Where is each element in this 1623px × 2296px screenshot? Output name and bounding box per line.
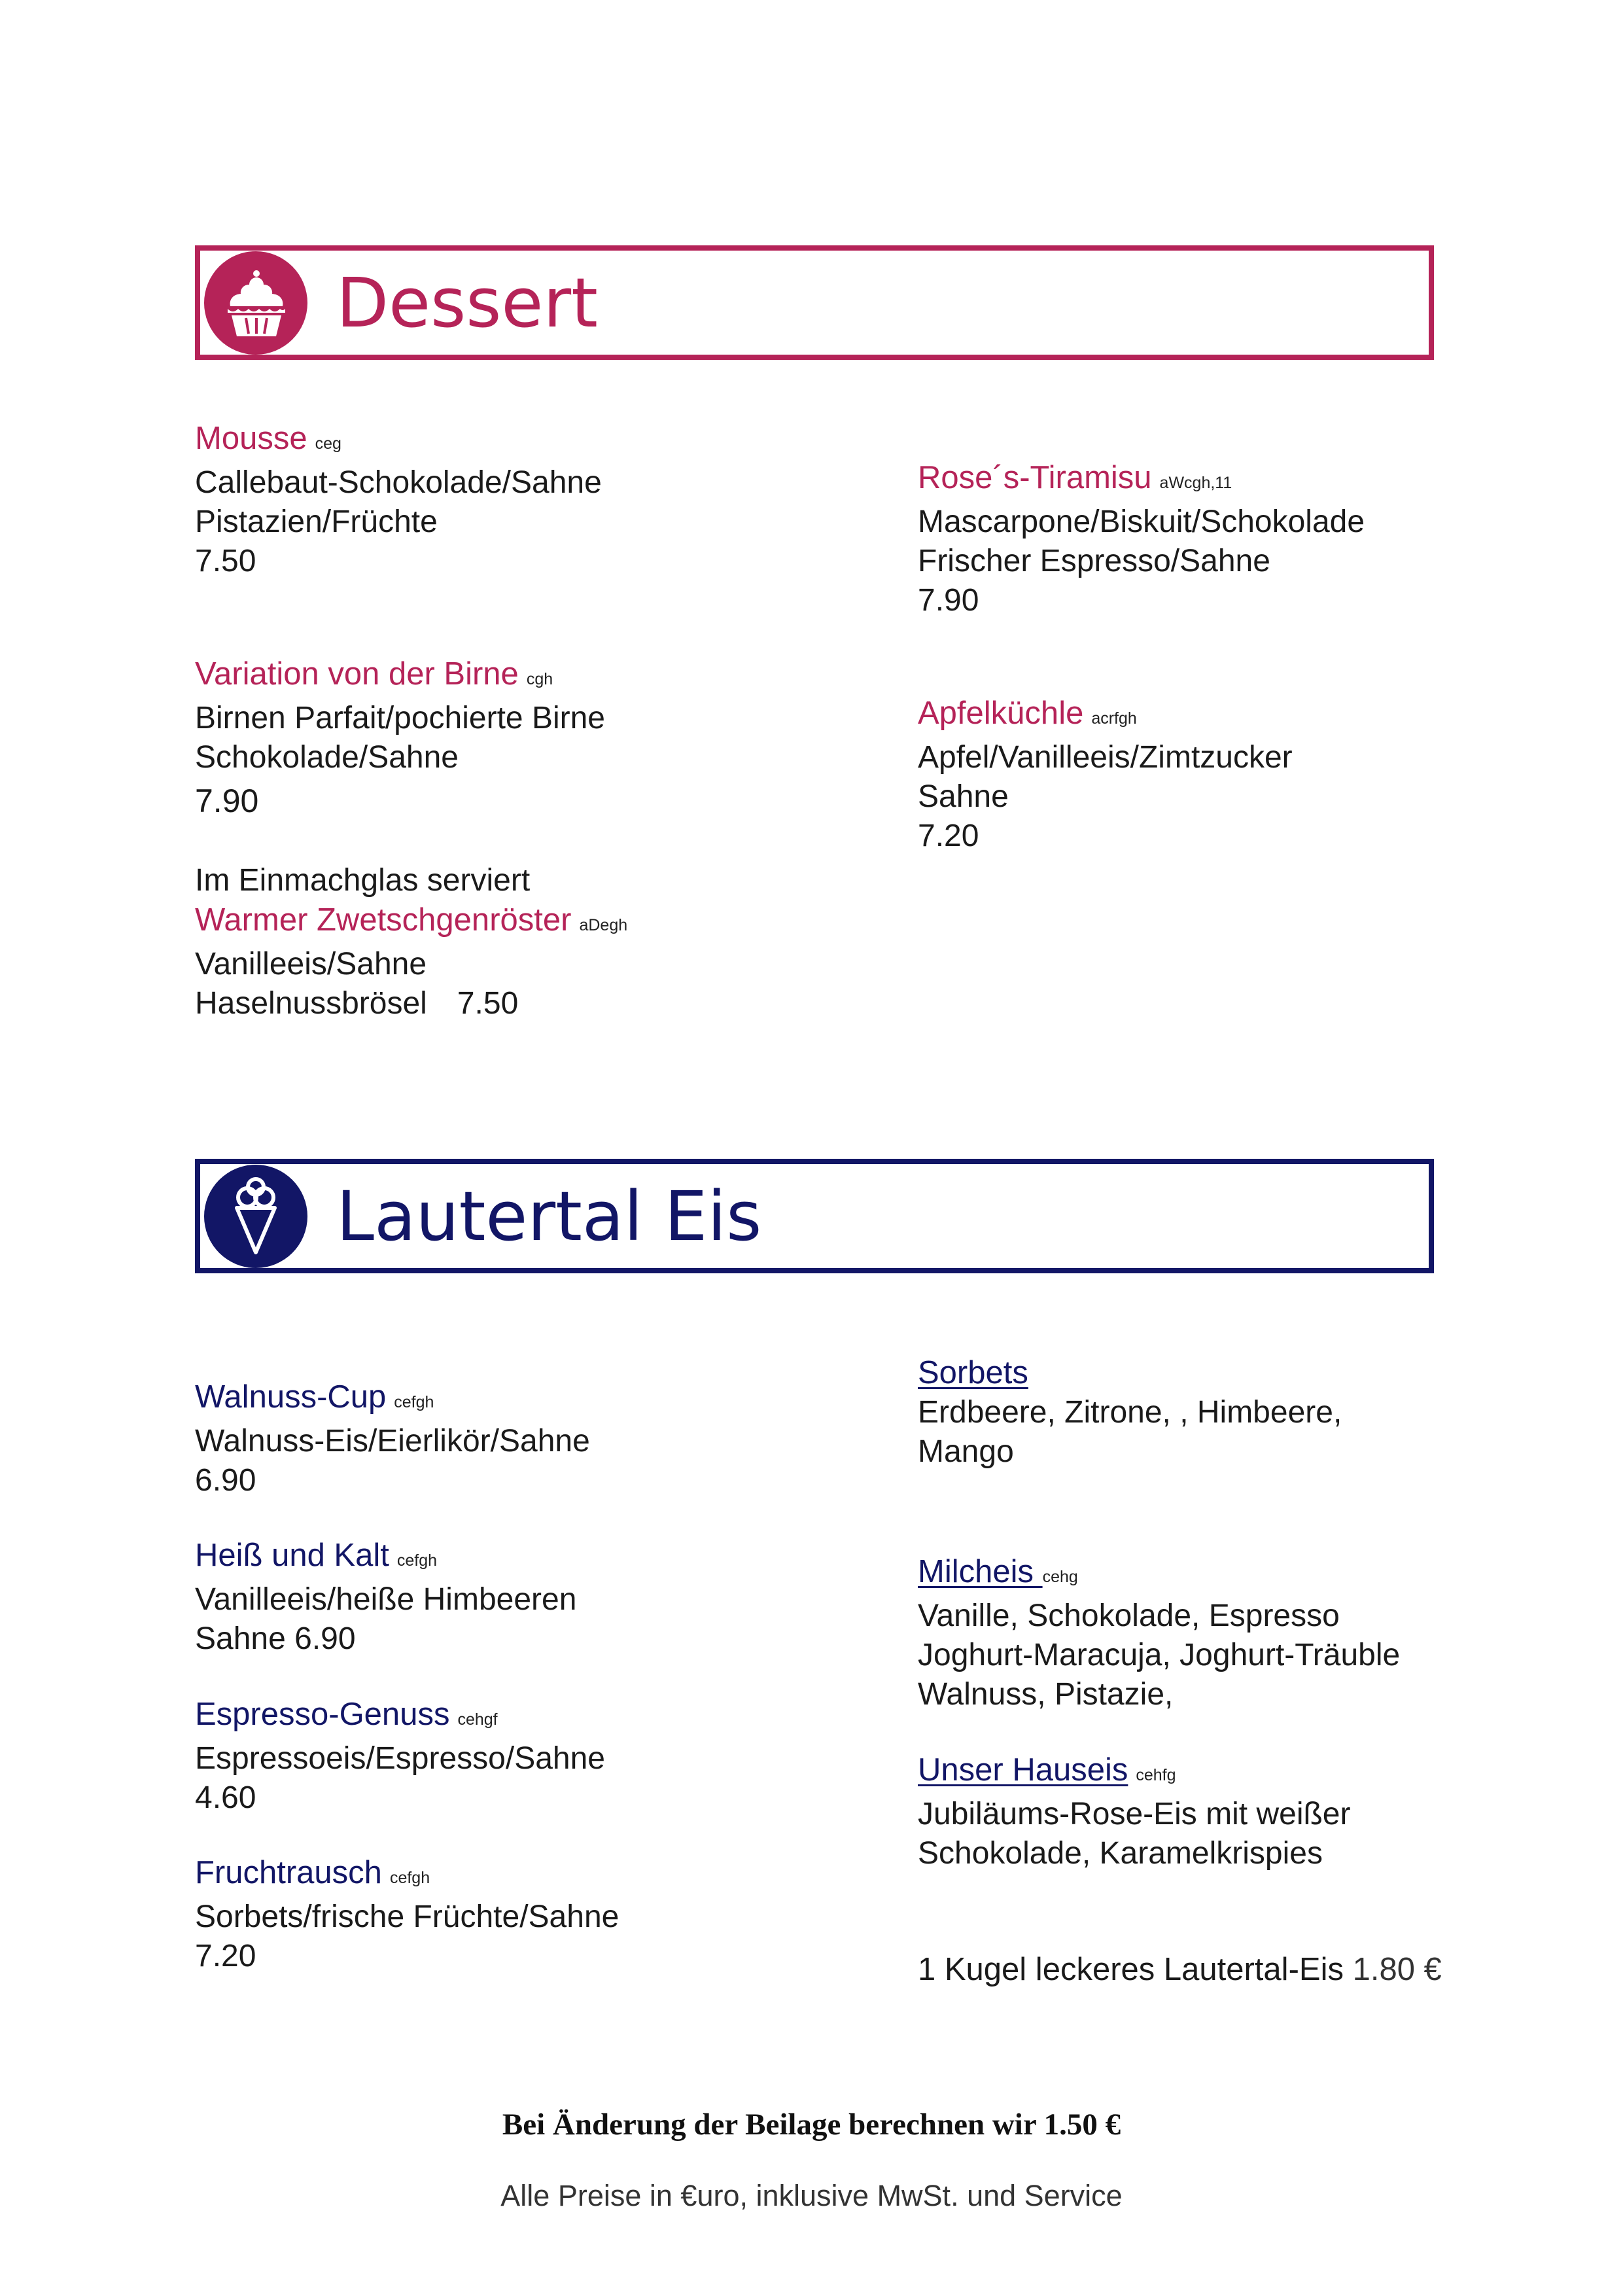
item-description: Joghurt-Maracuja, Joghurt-Träuble [918,1638,1401,1672]
allergen-code: cgh [526,670,553,688]
eis-title: Lautertal Eis [336,1176,762,1256]
item-description: Jubiläums-Rose-Eis mit weißer [918,1797,1351,1831]
dessert-item-mousse [195,419,602,581]
dessert-header [195,245,1434,360]
side-change-note: Bei Änderung der Beilage berechnen wir 1.50 € [502,2108,1121,2142]
item-name: Walnuss-Cup [195,1379,387,1415]
eis-item-espresso-genuss [195,1695,605,1818]
item-description: Erdbeere, Zitrone, , Himbeere, [918,1395,1342,1430]
single-scoop-price: 1.80 € [1352,1952,1442,1987]
allergen-code: ceg [315,434,341,453]
item-description: Vanilleeis/Sahne [195,947,427,981]
item-name: Milcheis [918,1554,1043,1589]
single-scoop-label: 1 Kugel leckeres Lautertal-Eis [918,1952,1344,1987]
item-name: Mousse [195,421,307,456]
cupcake-icon [204,251,307,355]
allergen-code: cefgh [396,1551,438,1570]
item-description: Haselnussbrösel [195,986,427,1021]
item-description: Schokolade/Sahne [195,740,459,775]
item-description: Walnuss, Pistazie, [918,1677,1174,1712]
dessert-item-apfelkuechle [918,694,1293,856]
item-name: Variation von der Birne [195,656,519,692]
eis-item-walnuss-cup [195,1377,590,1500]
eis-item-milcheis [918,1552,1400,1714]
allergen-code: cehgf [457,1710,498,1729]
allergen-code: cehg [1042,1568,1078,1586]
allergen-code: cehfg [1136,1766,1176,1784]
item-name: Heiß und Kalt [195,1538,389,1573]
item-description: Callebaut-Schokolade/Sahne [195,465,602,500]
dessert-item-zwetschgenroester [195,861,627,1023]
dessert-item-tiramisu [918,458,1365,620]
item-price: 7.20 [195,1939,256,1973]
item-name: Sorbets [918,1355,1028,1390]
item-description: Sorbets/frische Früchte/Sahne [195,1899,620,1934]
item-description: Pistazien/Früchte [195,504,438,539]
allergen-code: acrfgh [1091,709,1137,728]
item-description: Espressoeis/Espresso/Sahne [195,1741,605,1776]
item-description: Apfel/Vanilleeis/Zimtzucker [918,740,1293,775]
item-name: Rose´s-Tiramisu [918,460,1152,495]
item-intro: Im Einmachglas serviert [195,863,531,898]
item-description: Mascarpone/Biskuit/Schokolade [918,504,1365,539]
item-name: Warmer Zwetschgenröster [195,902,572,938]
eis-item-unser-hauseis [918,1750,1350,1873]
item-description: Frischer Espresso/Sahne [918,544,1270,578]
item-description: Mango [918,1434,1014,1469]
item-price: 7.90 [918,583,979,618]
dessert-title: Dessert [336,262,598,343]
item-description: Sahne 6.90 [195,1621,356,1656]
item-price: 7.50 [195,544,256,578]
item-description: Birnen Parfait/pochierte Birne [195,701,605,735]
single-scoop-offer [918,1950,1442,1989]
eis-item-fruchtrausch [195,1853,619,1976]
eis-item-sorbets [918,1353,1342,1472]
item-description: Schokolade, Karamelkrispies [918,1836,1323,1871]
item-description: Vanille, Schokolade, Espresso [918,1598,1340,1633]
allergen-code: aDegh [579,916,628,934]
item-name: Fruchtrausch [195,1855,382,1890]
allergen-code: cefgh [389,1869,430,1887]
eis-header [195,1159,1434,1273]
item-price: 7.90 [195,783,259,819]
allergen-code: aWcgh,11 [1159,474,1232,492]
dessert-item-birne [195,654,605,821]
item-description: Walnuss-Eis/Eierlikör/Sahne [195,1424,590,1458]
item-name: Unser Hauseis [918,1752,1128,1788]
ice-cream-cone-icon [204,1165,307,1268]
item-price: 4.60 [195,1780,256,1815]
item-description: Vanilleeis/heiße Himbeeren [195,1582,577,1617]
eis-item-heiss-und-kalt [195,1536,576,1659]
item-description: Sahne [918,779,1009,814]
price-note: Alle Preise in €uro, inklusive MwSt. und Service [500,2179,1123,2212]
item-name: Apfelküchle [918,696,1084,731]
item-price: 7.20 [918,819,979,853]
item-price: 7.50 [457,986,519,1021]
item-price: 6.90 [195,1463,256,1498]
item-name: Espresso-Genuss [195,1697,450,1732]
allergen-code: cefgh [394,1393,434,1411]
